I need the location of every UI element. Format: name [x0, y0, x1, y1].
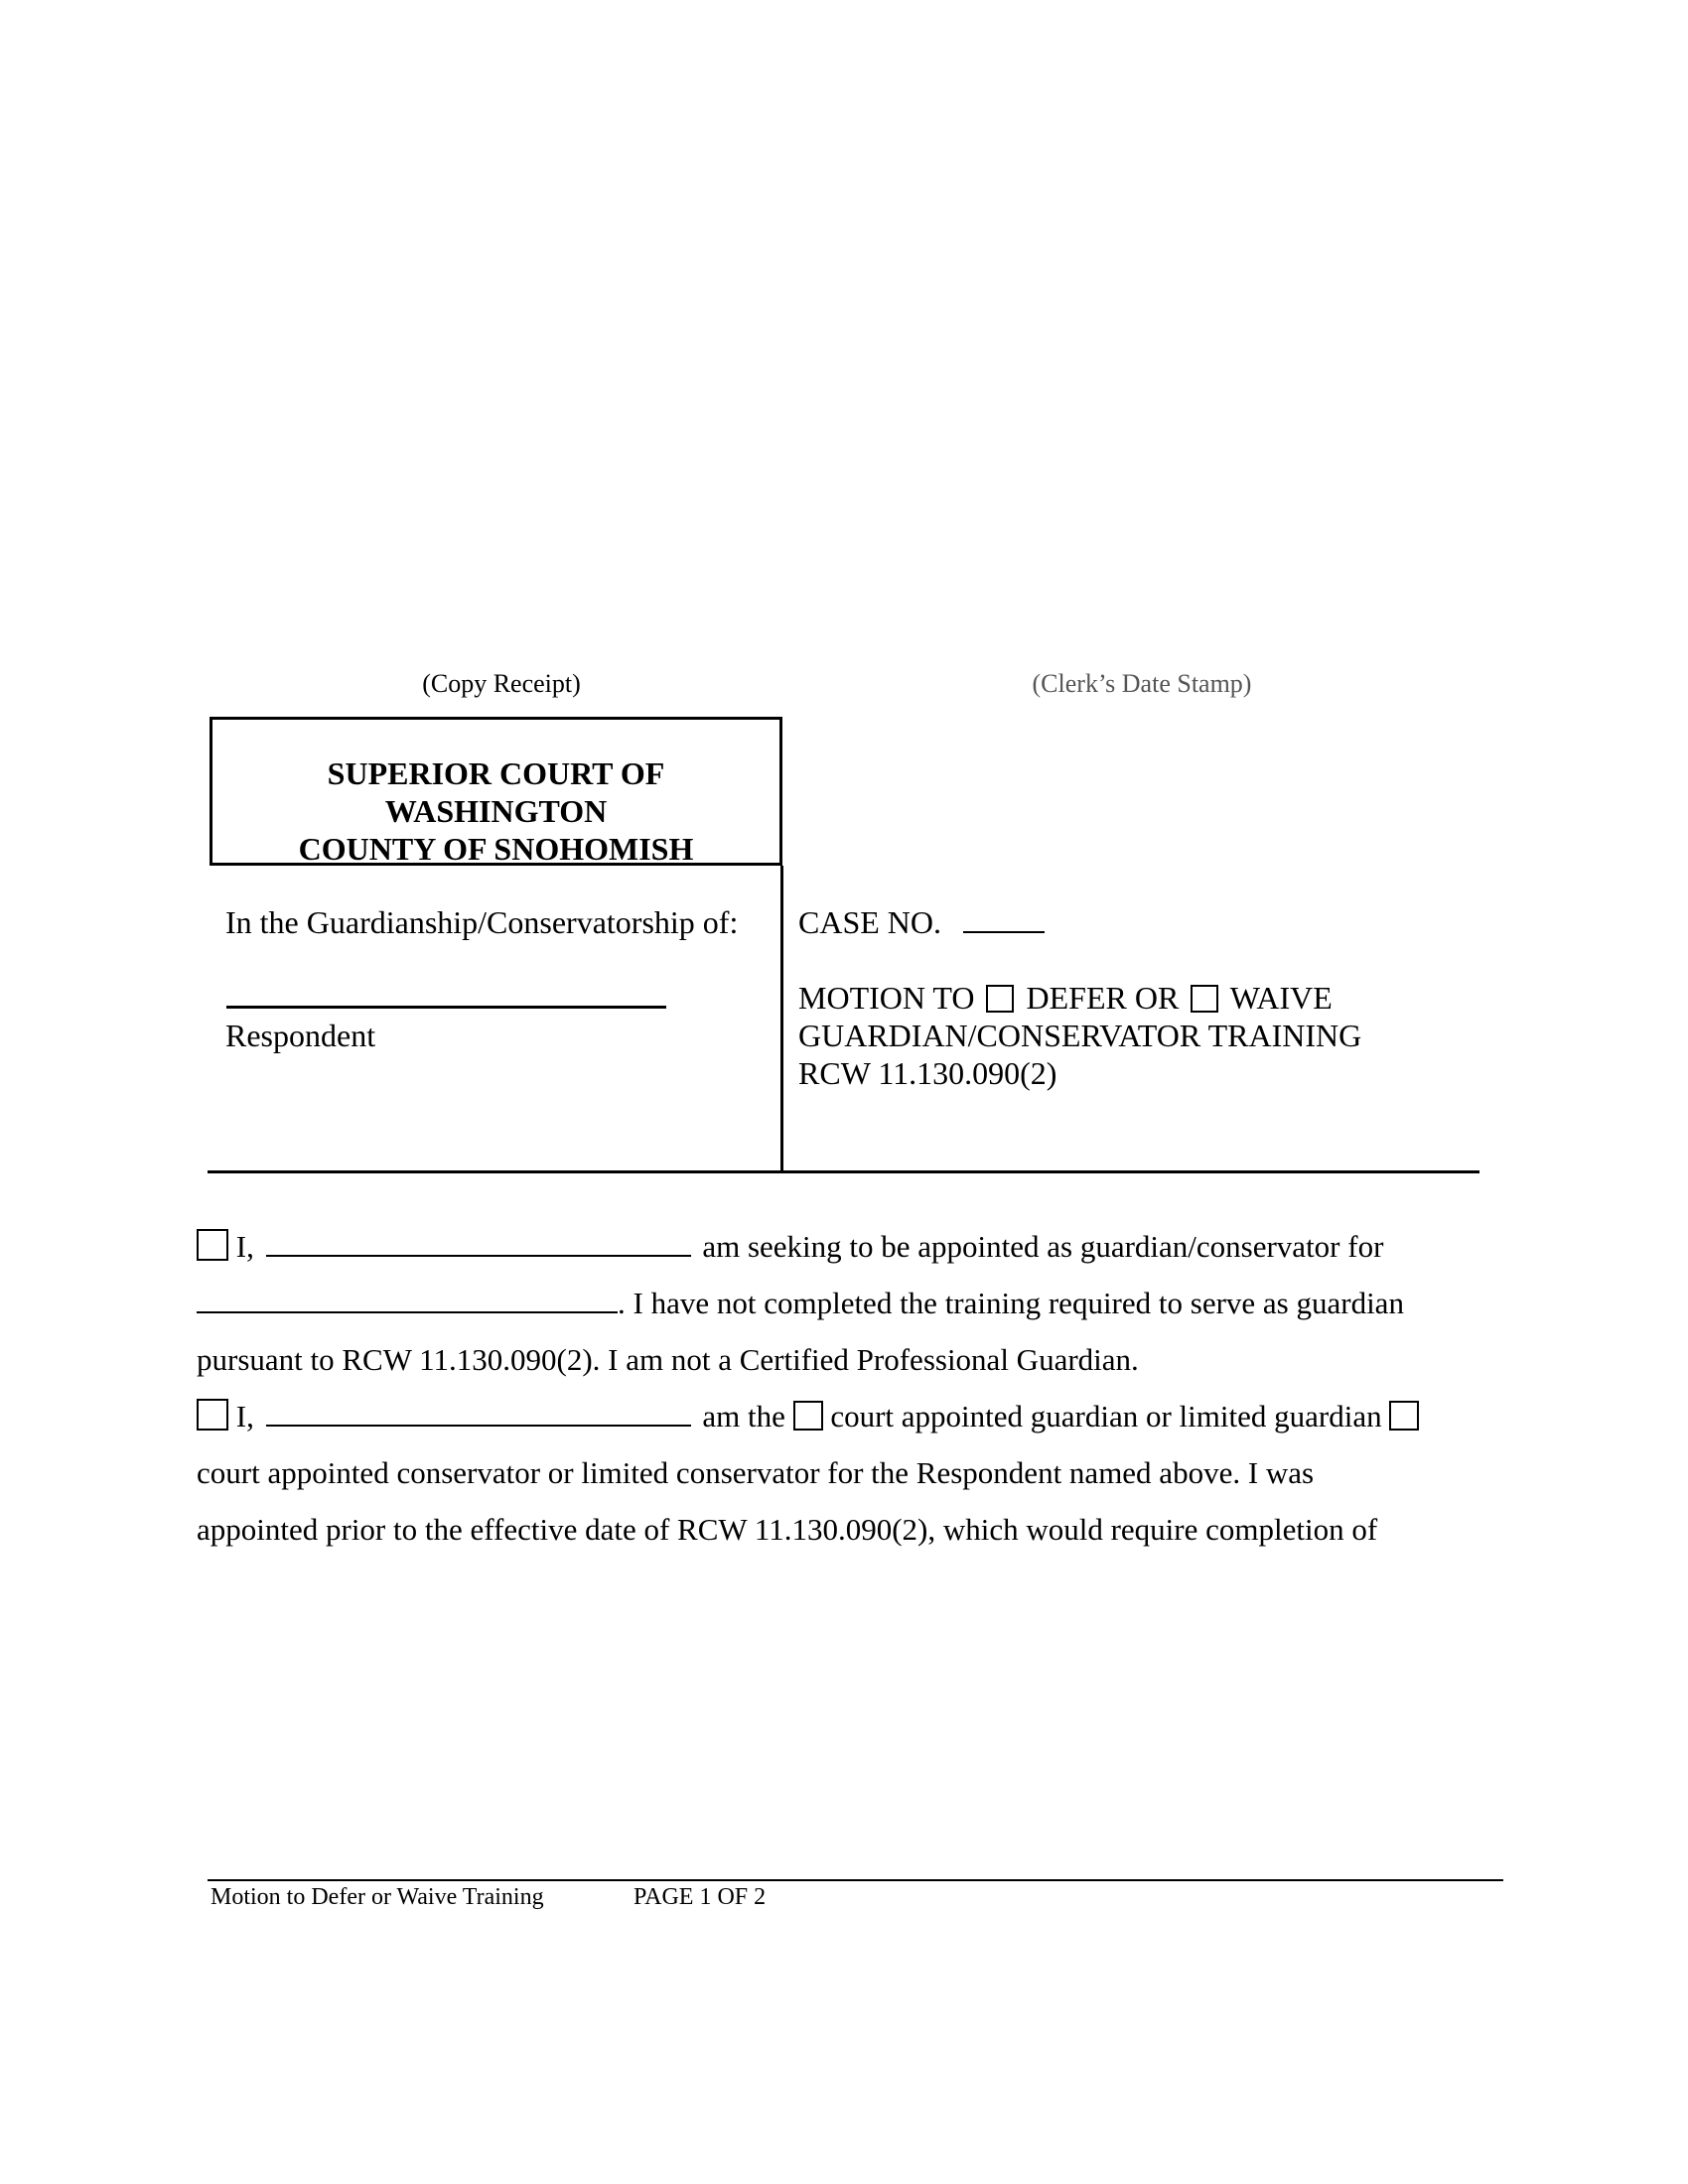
paragraph-1-line-3: pursuant to RCW 11.130.090(2). I am not a Certified Professional Guardian. — [197, 1342, 1139, 1377]
paragraph-2-line-3: appointed prior to the effective date of RCW 11.130.090(2), which would require completion of — [197, 1512, 1378, 1547]
footer-rule — [208, 1879, 1503, 1881]
court-line-2: WASHINGTON — [384, 793, 608, 829]
motion-title-line-1 — [798, 979, 1333, 1017]
in-the-matter-label: In the Guardianship/Conservatorship of: — [225, 904, 739, 940]
paragraph-2-line-1 — [197, 1397, 1419, 1436]
footer-page-number: PAGE 1 OF 2 — [633, 1884, 767, 1910]
p1-name-field[interactable] — [266, 1227, 691, 1257]
motion-title-line-3: RCW 11.130.090(2) — [798, 1055, 1057, 1091]
caption-divider-horizontal — [208, 1170, 1479, 1173]
caption-divider-vertical — [780, 866, 783, 1173]
clerk-date-stamp-label: (Clerk’s Date Stamp) — [1032, 669, 1252, 698]
motion-to-text: MOTION TO — [798, 980, 975, 1016]
p1-i-text: I, — [235, 1229, 254, 1264]
defer-or-text: DEFER OR — [1026, 980, 1180, 1016]
court-name-box — [210, 717, 782, 866]
p2-am-the-text: am the — [702, 1399, 785, 1433]
court-line-1: SUPERIOR COURT OF — [327, 755, 665, 791]
respondent-name-field[interactable] — [226, 971, 666, 1009]
p1-seeking-text: am seeking to be appointed as guardian/conservator for — [702, 1229, 1384, 1264]
case-number-label: CASE NO. — [798, 904, 942, 940]
p1-line2-text: . I have not completed the training required to serve as guardian — [618, 1286, 1404, 1320]
respondent-label: Respondent — [225, 1018, 376, 1053]
p2-i-text: I, — [235, 1399, 254, 1433]
waive-checkbox[interactable] — [1191, 985, 1218, 1013]
paragraph-1-line-1 — [197, 1227, 1383, 1267]
already-appointed-checkbox[interactable] — [197, 1399, 228, 1431]
p1-for-field[interactable] — [197, 1284, 618, 1313]
p2-name-field[interactable] — [266, 1397, 691, 1427]
waive-text: WAIVE — [1229, 980, 1333, 1016]
p2-guardian-text: court appointed guardian or limited guardian — [830, 1399, 1382, 1433]
defer-checkbox[interactable] — [986, 985, 1014, 1013]
case-number-row — [798, 903, 1045, 941]
footer-form-title: Motion to Defer or Waive Training — [211, 1884, 544, 1910]
court-line-3: COUNTY OF SNOHOMISH — [298, 831, 694, 867]
seeking-appointment-checkbox[interactable] — [197, 1229, 228, 1261]
paragraph-1-line-2 — [197, 1284, 1404, 1323]
guardian-checkbox[interactable] — [793, 1401, 823, 1431]
paragraph-2-line-2: court appointed conservator or limited conservator for the Respondent named above. I was — [197, 1455, 1315, 1490]
case-number-field[interactable] — [963, 903, 1045, 933]
copy-receipt-label: (Copy Receipt) — [422, 669, 581, 698]
conservator-checkbox[interactable] — [1389, 1401, 1419, 1431]
motion-title-line-2: GUARDIAN/CONSERVATOR TRAINING — [798, 1018, 1362, 1053]
